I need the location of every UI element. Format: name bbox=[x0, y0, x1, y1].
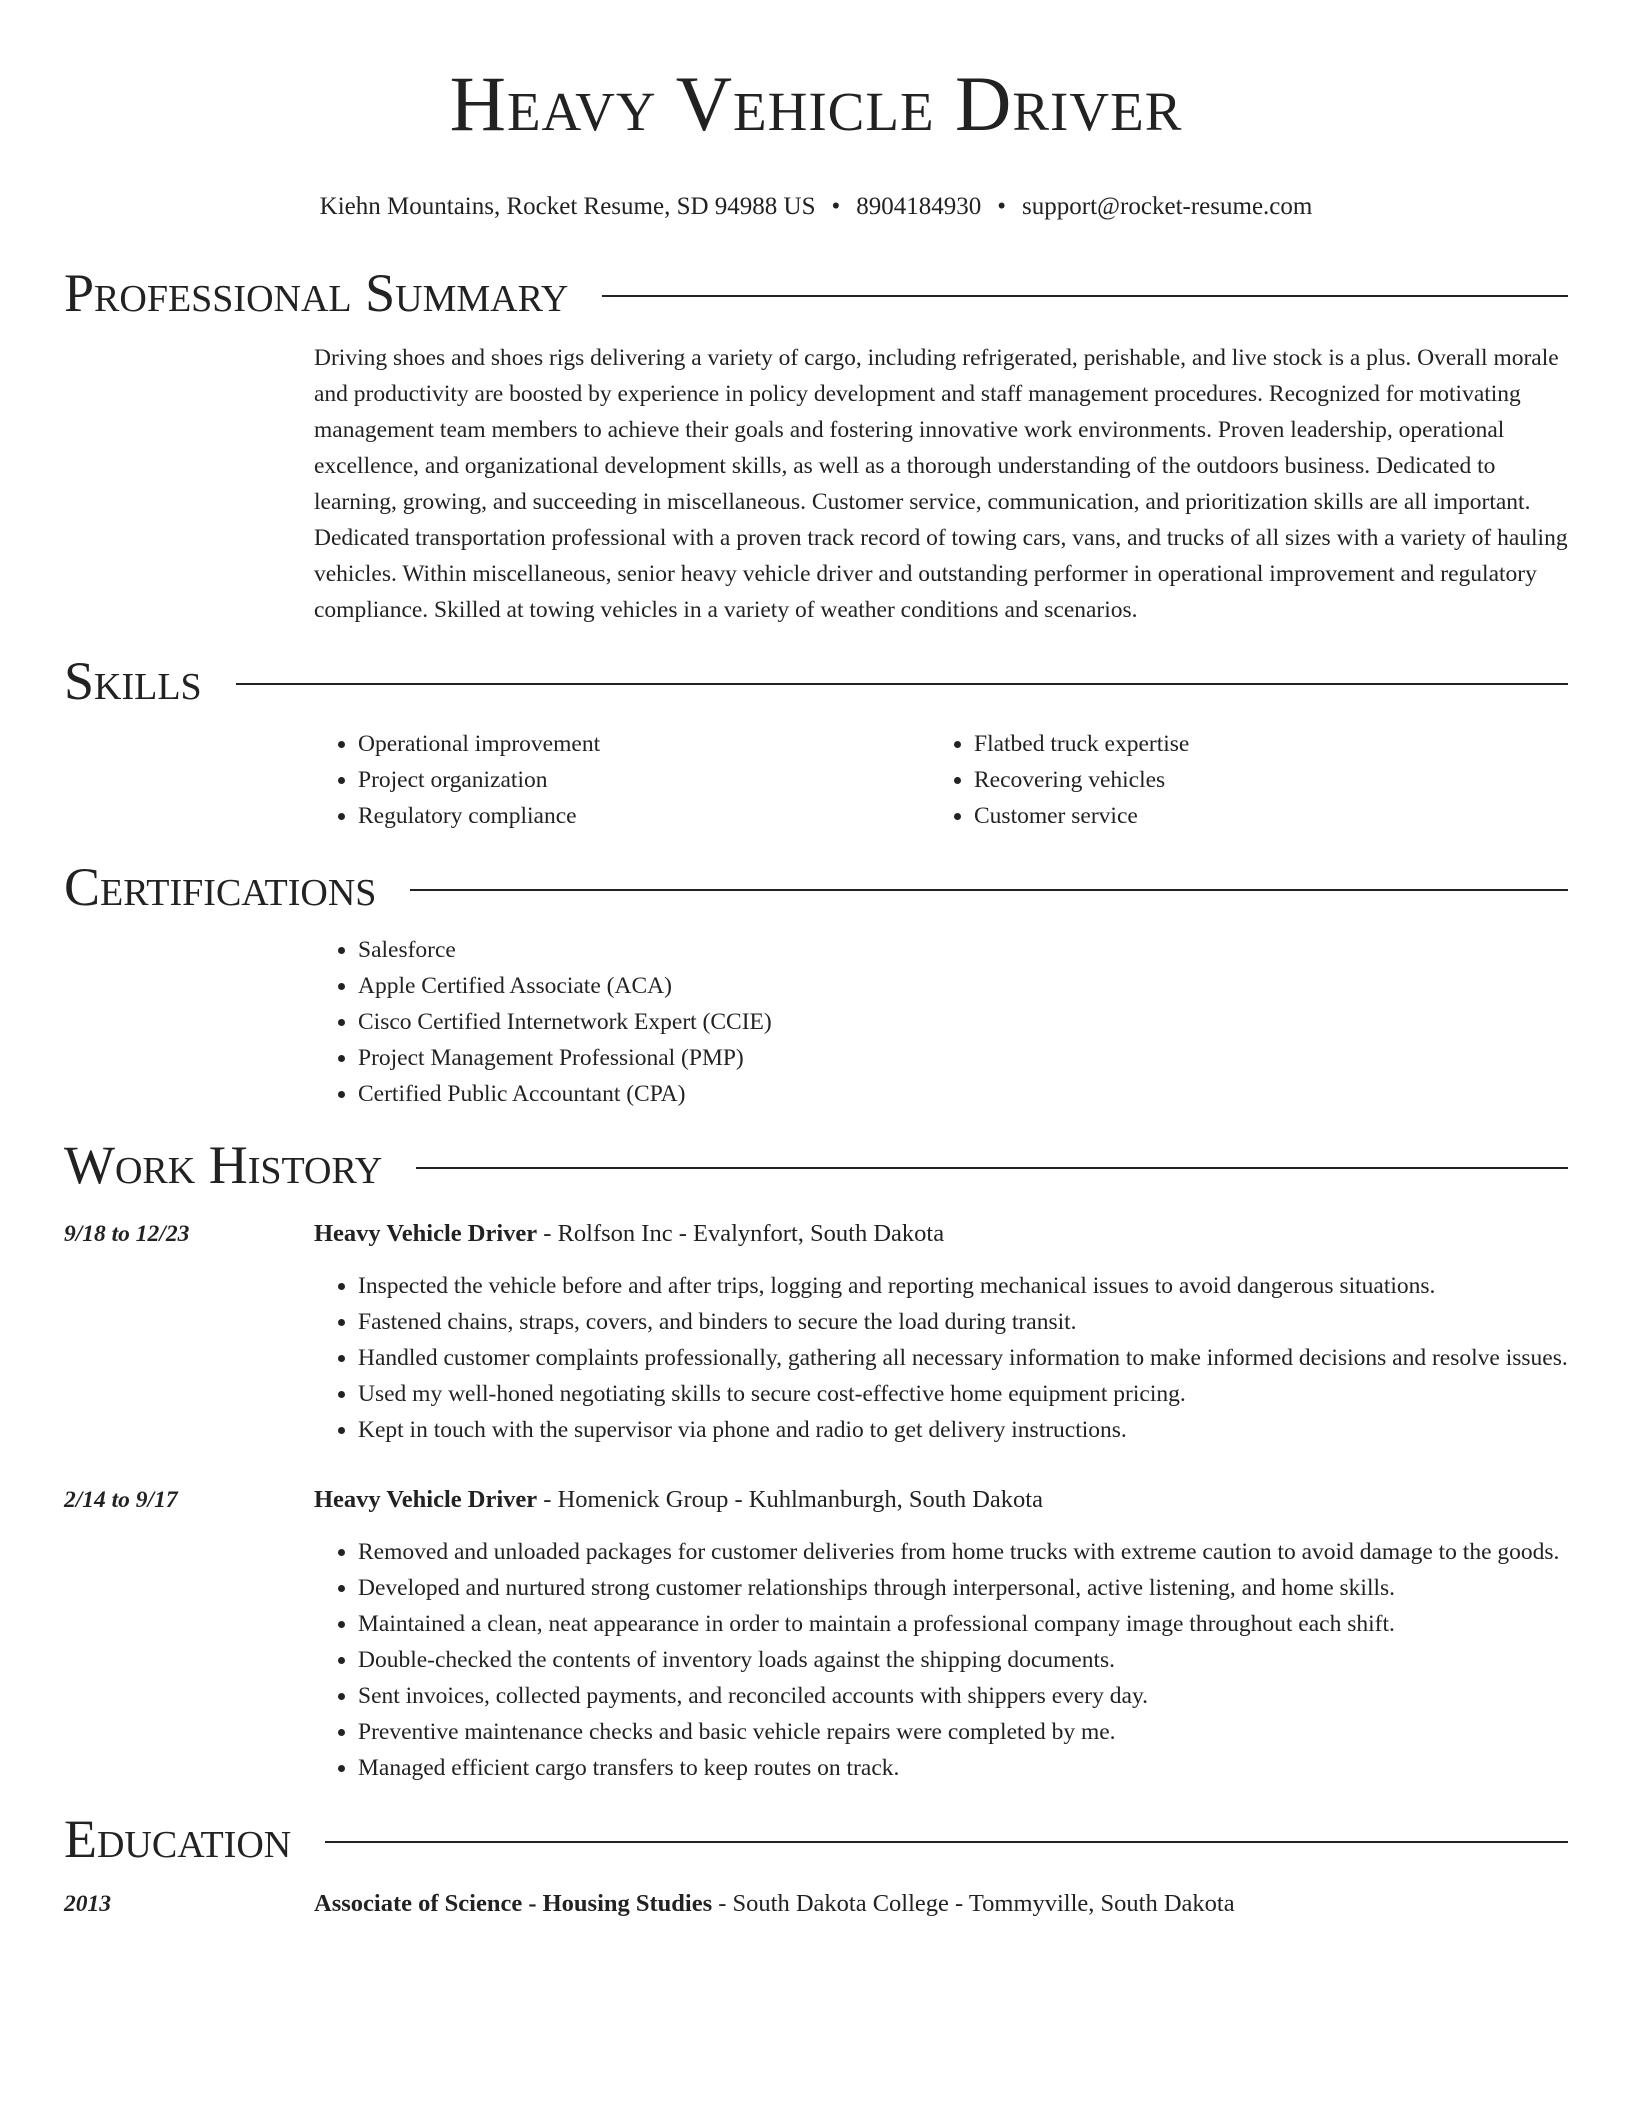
job-detail bbox=[314, 1482, 1568, 1786]
skills-column-left bbox=[314, 726, 930, 834]
skill-item: • Operational improvement bbox=[358, 726, 930, 762]
job-bullet: • Handled customer complaints professionally, gathering all necessary information to make informed decisions and resolve issues. bbox=[358, 1340, 1568, 1376]
job-title-line bbox=[314, 1482, 1568, 1518]
job-bullet: • Managed efficient cargo transfers to keep routes on track. bbox=[358, 1750, 1568, 1786]
work-history-section bbox=[64, 1132, 1568, 1786]
job-bullet: • Fastened chains, straps, covers, and binders to secure the load during transit. bbox=[358, 1304, 1568, 1340]
education-year: 2013 bbox=[64, 1891, 111, 1917]
job-role: Heavy Vehicle Driver bbox=[314, 1486, 538, 1513]
section-divider bbox=[325, 1841, 1568, 1843]
certification-item: • Project Management Professional (PMP) bbox=[358, 1040, 1568, 1076]
summary-section bbox=[64, 260, 1568, 628]
contact-email[interactable]: support@rocket-resume.com bbox=[1022, 193, 1313, 220]
education-heading: Education bbox=[64, 1809, 292, 1869]
section-divider bbox=[602, 295, 1568, 297]
job-entry bbox=[64, 1216, 1568, 1448]
certifications-header bbox=[64, 854, 1568, 920]
job-company-location: - Homenick Group - Kuhlmanburgh, South Dakota bbox=[537, 1486, 1043, 1513]
job-bullet: • Maintained a clean, neat appearance in order to maintain a professional company image throughout each shift. bbox=[358, 1606, 1568, 1642]
education-section bbox=[64, 1806, 1568, 1922]
skill-item: • Recovering vehicles bbox=[974, 762, 1546, 798]
skills-list bbox=[314, 726, 1568, 834]
contact-line bbox=[64, 190, 1568, 224]
skills-section bbox=[64, 648, 1568, 834]
work-history-header bbox=[64, 1132, 1568, 1198]
job-bullet: • Removed and unloaded packages for customer deliveries from home trucks with extreme caution to avoid damage to the goods. bbox=[358, 1534, 1568, 1570]
certifications-heading: Certifications bbox=[64, 857, 377, 917]
job-bullet: • Preventive maintenance checks and basic vehicle repairs were completed by me. bbox=[358, 1714, 1568, 1750]
skill-item: • Customer service bbox=[974, 798, 1546, 834]
skill-item: • Regulatory compliance bbox=[358, 798, 930, 834]
skill-item: • Project organization bbox=[358, 762, 930, 798]
education-header bbox=[64, 1806, 1568, 1872]
summary-heading: Professional Summary bbox=[64, 263, 569, 323]
candidate-name: Heavy Vehicle Driver bbox=[449, 60, 1183, 147]
contact-address: Kiehn Mountains, Rocket Resume, SD 94988 US bbox=[319, 193, 816, 220]
job-bullet: • Sent invoices, collected payments, and reconciled accounts with shippers every day. bbox=[358, 1678, 1568, 1714]
job-bullet: • Inspected the vehicle before and after trips, logging and reporting mechanical issues to avoid dangerous situations. bbox=[358, 1268, 1568, 1304]
skills-header bbox=[64, 648, 1568, 714]
skills-column-right bbox=[930, 726, 1546, 834]
job-dates: 2/14 to 9/17 bbox=[64, 1487, 178, 1513]
certifications-section bbox=[64, 854, 1568, 1112]
contact-separator: • bbox=[831, 193, 841, 220]
summary-content bbox=[314, 340, 1568, 628]
certification-item: • Salesforce bbox=[358, 932, 1568, 968]
skills-heading: Skills bbox=[64, 651, 202, 711]
job-bullet: • Kept in touch with the supervisor via phone and radio to get delivery instructions. bbox=[358, 1412, 1568, 1448]
certifications-content bbox=[314, 932, 1568, 1112]
education-detail bbox=[314, 1886, 1568, 1922]
certification-item: • Certified Public Accountant (CPA) bbox=[358, 1076, 1568, 1112]
summary-text: Driving shoes and shoes rigs delivering a variety of cargo, including refrigerated, perishable, and live stock is a plus. Overall morale and productivity are boosted by experience in policy development and staff management procedures. Recognized for motivating management team members to achieve their goals and fostering innovative work environments. Proven leadership, operational excellence, and organizational development skills, as well as a thorough understanding of the outdoors business. Dedicated to learning, growing, and succeeding in miscellaneous. Customer service, communication, and prioritization skills are all important. Dedicated transportation professional with a proven track record of towing cars, vans, and trucks of all sizes with a variety of hauling vehicles. Within miscellaneous, senior heavy vehicle driver and outstanding performer in operational improvement and regulatory compliance. Skilled at towing vehicles in a variety of weather conditions and scenarios. bbox=[314, 345, 1568, 623]
education-degree: Associate of Science - Housing Studies bbox=[314, 1890, 713, 1917]
contact-separator: • bbox=[997, 193, 1007, 220]
job-title-line bbox=[314, 1216, 1568, 1252]
section-divider bbox=[410, 889, 1568, 891]
job-dates: 9/18 to 12/23 bbox=[64, 1221, 190, 1247]
job-company-location: - Rolfson Inc - Evalynfort, South Dakota bbox=[537, 1220, 945, 1247]
certification-item: • Cisco Certified Internetwork Expert (CCIE) bbox=[358, 1004, 1568, 1040]
job-detail bbox=[314, 1216, 1568, 1448]
work-history-heading: Work History bbox=[64, 1135, 383, 1195]
skill-item: • Flatbed truck expertise bbox=[974, 726, 1546, 762]
contact-phone: 8904184930 bbox=[856, 193, 982, 220]
summary-header bbox=[64, 260, 1568, 326]
job-bullets bbox=[314, 1268, 1568, 1448]
certification-item: • Apple Certified Associate (ACA) bbox=[358, 968, 1568, 1004]
education-school-location: - South Dakota College - Tommyville, South Dakota bbox=[712, 1890, 1235, 1917]
education-title-line bbox=[314, 1886, 1568, 1922]
section-divider bbox=[236, 683, 1568, 685]
job-bullet: • Used my well-honed negotiating skills to secure cost-effective home equipment pricing. bbox=[358, 1376, 1568, 1412]
job-bullets bbox=[314, 1534, 1568, 1786]
job-entry bbox=[64, 1482, 1568, 1786]
section-divider bbox=[416, 1167, 1568, 1169]
job-role: Heavy Vehicle Driver bbox=[314, 1220, 538, 1247]
education-entry bbox=[64, 1886, 1568, 1922]
job-bullet: • Double-checked the contents of inventory loads against the shipping documents. bbox=[358, 1642, 1568, 1678]
certifications-list bbox=[314, 932, 1568, 1112]
job-bullet: • Developed and nurtured strong customer relationships through interpersonal, active listening, and home skills. bbox=[358, 1570, 1568, 1606]
